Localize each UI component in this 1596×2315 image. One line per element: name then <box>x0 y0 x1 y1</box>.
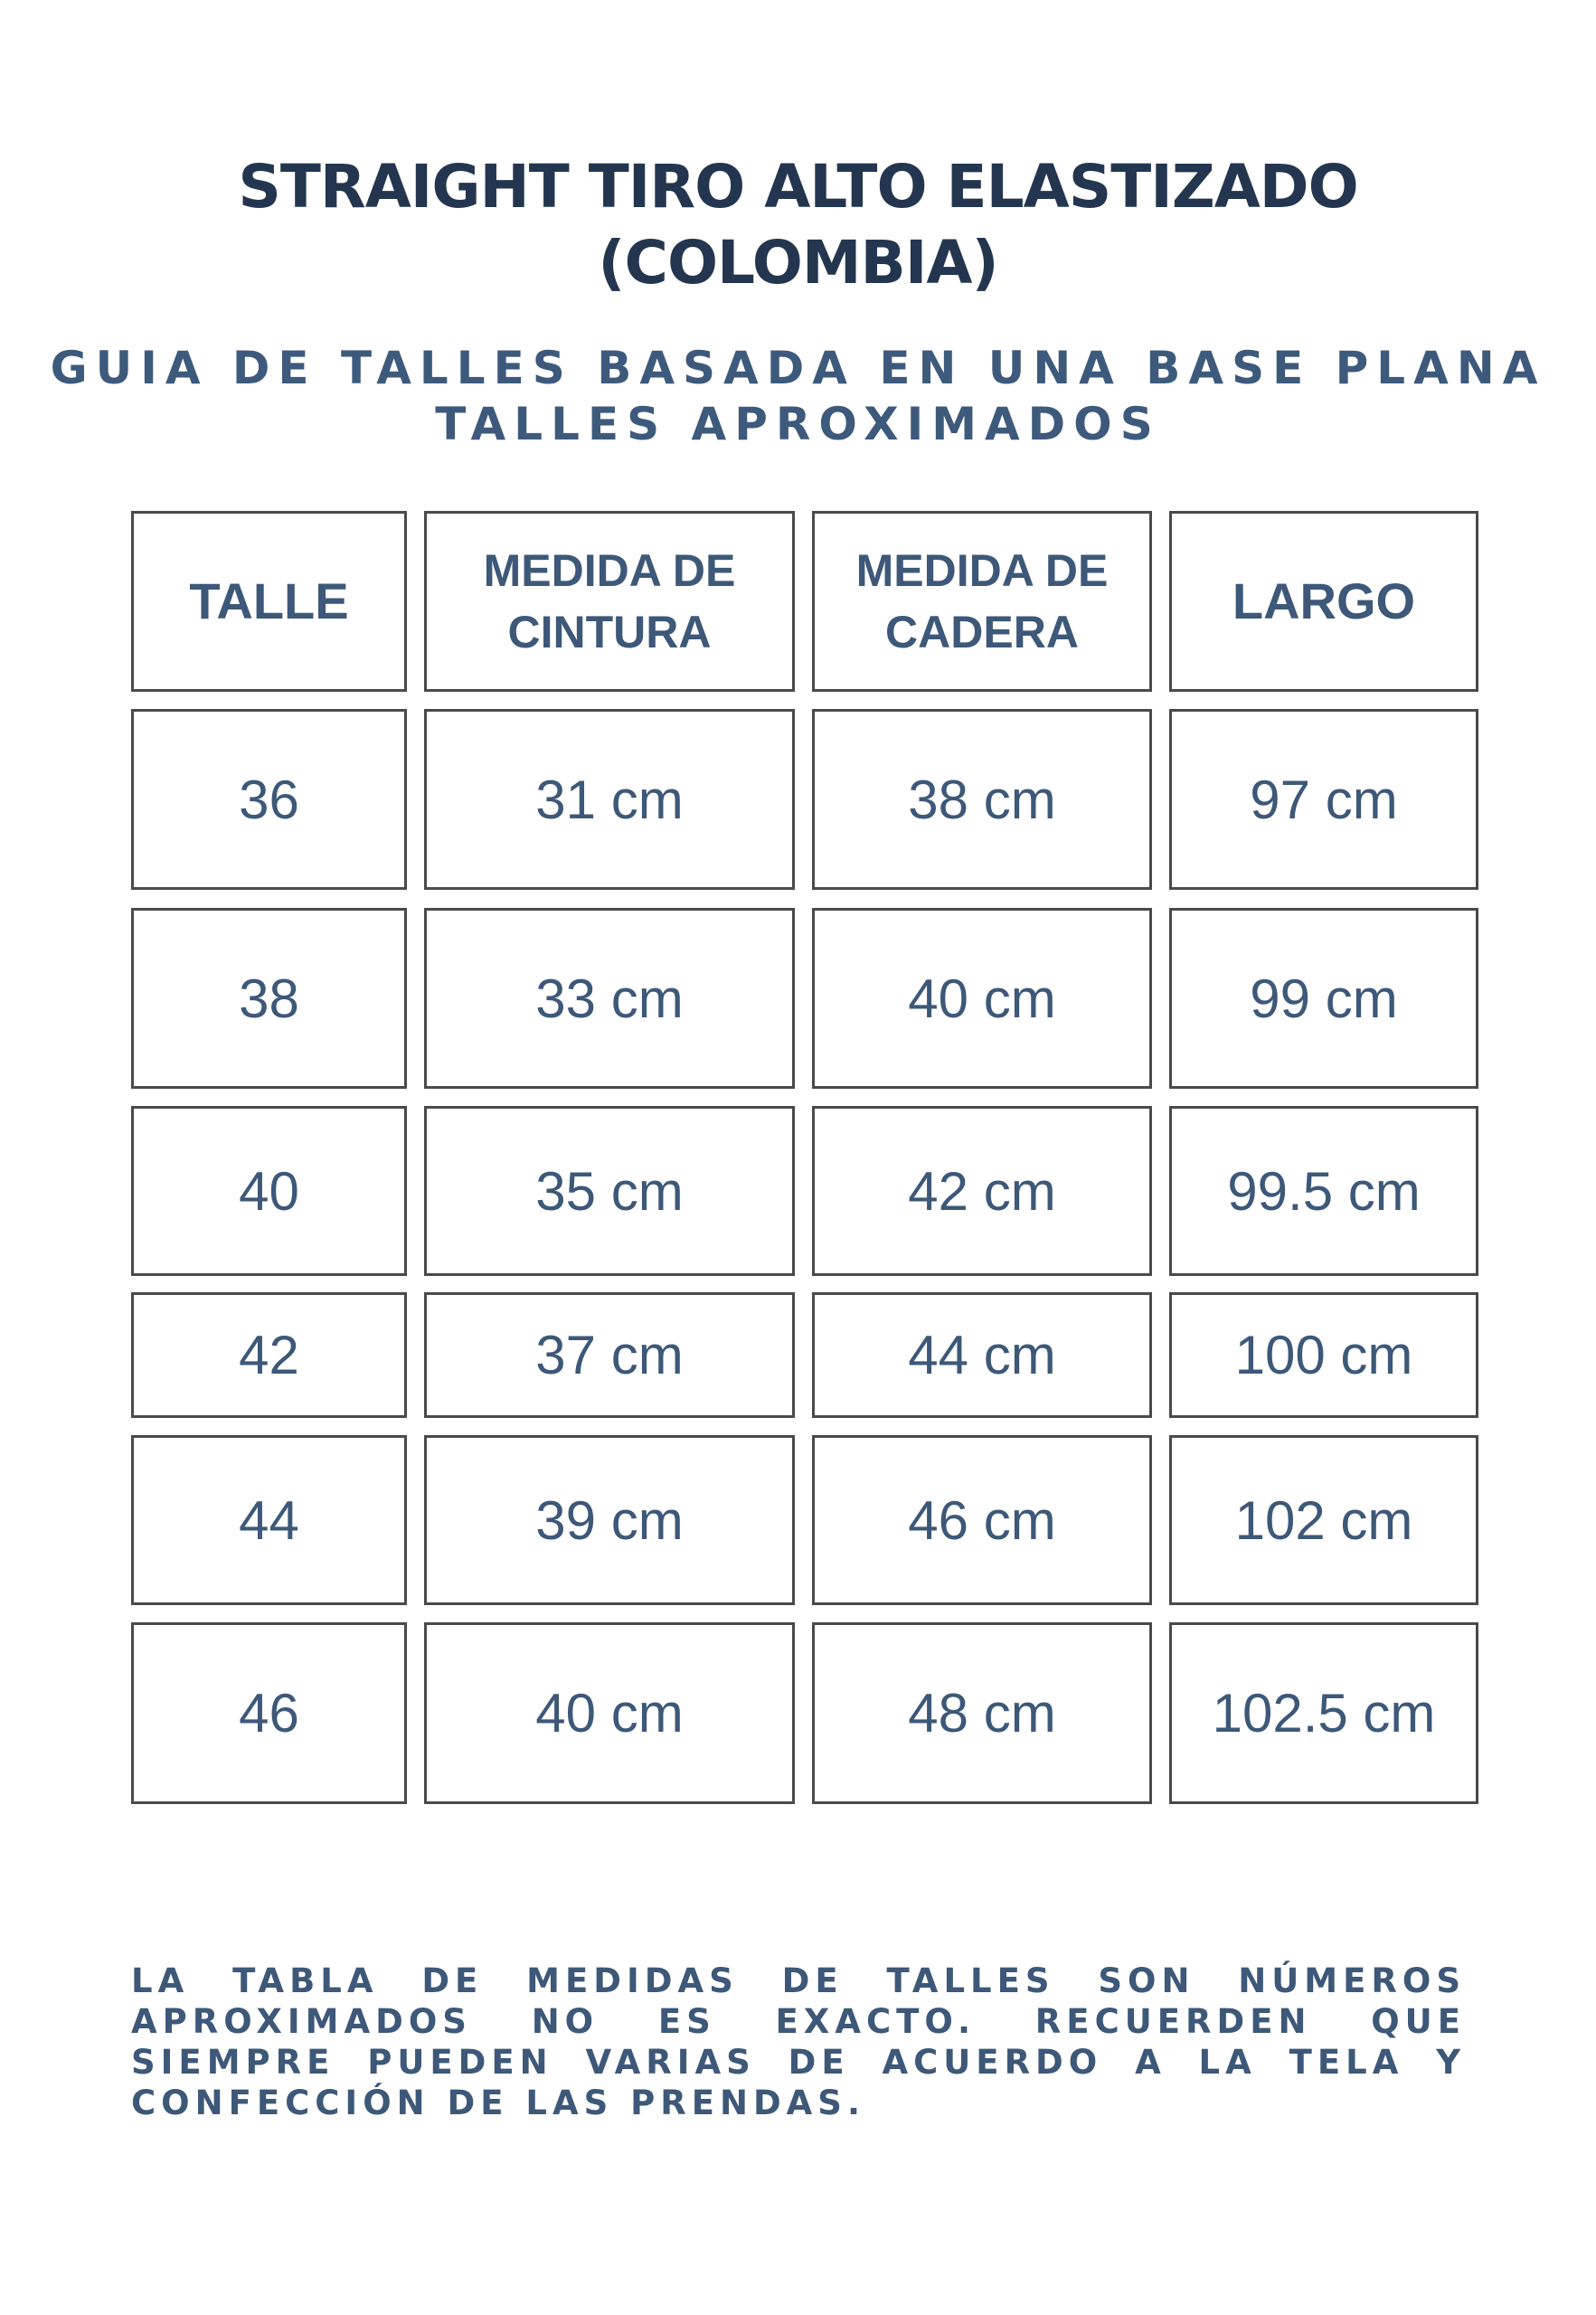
cell-cintura: 39 cm <box>424 1435 795 1605</box>
cell-talle: 38 <box>131 908 407 1089</box>
page-title-line-1: STRAIGHT TIRO ALTO ELASTIZADO <box>238 152 1358 222</box>
header-cadera-line-1: MEDIDA DE <box>855 545 1109 596</box>
header-largo-label: LARGO <box>1232 572 1416 629</box>
header-cadera <box>812 511 1152 692</box>
cell-talle: 40 <box>131 1106 407 1276</box>
page-title <box>0 149 1596 301</box>
cell-talle: 44 <box>131 1435 407 1605</box>
header-largo <box>1169 511 1478 692</box>
cell-cadera: 48 cm <box>812 1622 1152 1804</box>
cell-cadera: 40 cm <box>812 908 1152 1089</box>
header-cintura-line-2: CINTURA <box>507 607 712 657</box>
cell-largo: 97 cm <box>1169 709 1478 890</box>
cell-largo: 99.5 cm <box>1169 1106 1478 1276</box>
cell-cadera: 38 cm <box>812 709 1152 890</box>
cell-largo: 102 cm <box>1169 1435 1478 1605</box>
cell-largo: 99 cm <box>1169 908 1478 1089</box>
cell-largo: 100 cm <box>1169 1292 1478 1418</box>
disclaimer-note: LA TABLA DE MEDIDAS DE TALLES SON NÚMEROS APROXIMADOS NO ES EXACTO. RECUERDEN QUE SIEMPRE PUEDEN VARIAS DE ACUERDO A LA TELA Y CONFECCIÓN DE LAS PRENDAS. <box>131 1961 1466 2122</box>
cell-talle: 46 <box>131 1622 407 1804</box>
cell-cadera: 46 cm <box>812 1435 1152 1605</box>
header-talle <box>131 511 407 692</box>
header-talle-label: TALLE <box>189 572 349 629</box>
cell-talle: 36 <box>131 709 407 890</box>
cell-talle: 42 <box>131 1292 407 1418</box>
cell-cadera: 44 cm <box>812 1292 1152 1418</box>
cell-cintura: 37 cm <box>424 1292 795 1418</box>
cell-cadera: 42 cm <box>812 1106 1152 1276</box>
subtitle-line-1: GUIA DE TALLES BASADA EN UNA BASE PLANA <box>50 342 1546 394</box>
header-cintura <box>424 511 795 692</box>
subtitle-line-2: TALLES APROXIMADOS <box>435 398 1161 450</box>
header-cintura-line-1: MEDIDA DE <box>483 545 736 596</box>
cell-cintura: 40 cm <box>424 1622 795 1804</box>
header-cadera-line-2: CADERA <box>885 607 1079 657</box>
cell-cintura: 31 cm <box>424 709 795 890</box>
cell-cintura: 33 cm <box>424 908 795 1089</box>
page-subtitle <box>0 340 1596 452</box>
cell-cintura: 35 cm <box>424 1106 795 1276</box>
cell-largo: 102.5 cm <box>1169 1622 1478 1804</box>
page-title-line-2: (COLOMBIA) <box>598 228 998 298</box>
